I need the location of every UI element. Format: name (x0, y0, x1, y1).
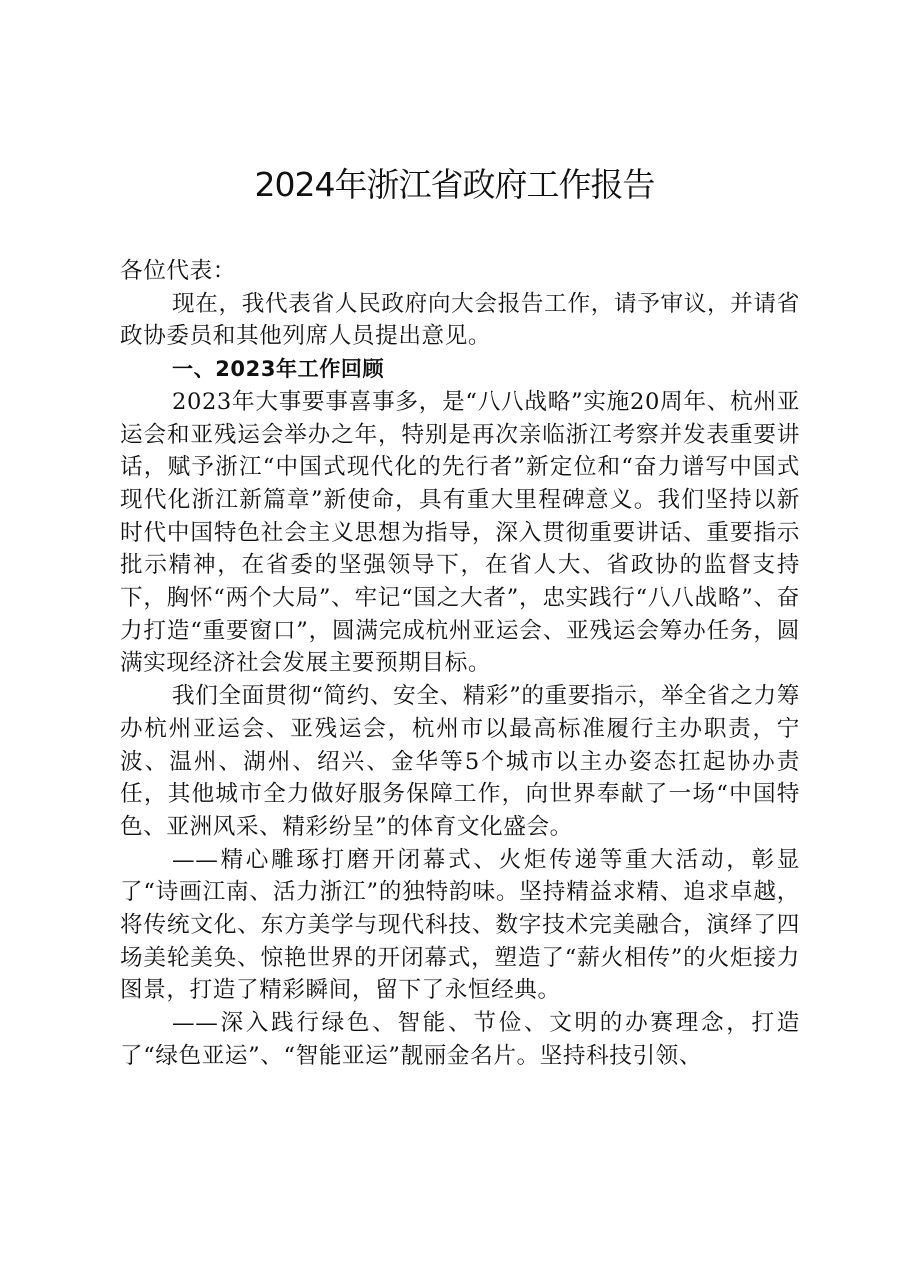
document-body (120, 255, 800, 1073)
section-heading: 一、2023年工作回顾 (172, 357, 385, 382)
body-paragraph: 2023年大事要事喜事多，是“八八战略”实施20周年、杭州亚运会和亚残运会举办之年，特别是再次亲临浙江考察并发表重要讲话，赋予浙江“中国式现代化的先行者”新定位和“奋力谱写中国式现代化浙江新篇章”新使命，具有重大里程碑意义。我们坚持以新时代中国特色社会主义思想为指导，深入贯彻重要讲话、重要指示批示精神，在省委的坚强领导下，在省人大、省政协的监督支持下，胸怀“两个大局”、牢记“国之大者”，忠实践行“八八战略”、奋力打造“重要窗口”，圆满完成杭州亚运会、亚残运会筹办任务，圆满实现经济社会发展主要预期目标。 (120, 388, 800, 677)
body-paragraph: ——精心雕琢打磨开闭幕式、火炬传递等重大活动，彰显了“诗画江南、活力浙江”的独特韵味。坚持精益求精、追求卓越，将传统文化、东方美学与现代科技、数字技术完美融合，演绎了四场美轮美奂、惊艳世界的开闭幕式，塑造了“薪火相传”的火炬接力图景，打造了精彩瞬间，留下了永恒经典。 (120, 846, 800, 1004)
document-title: 2024年浙江省政府工作报告 (254, 165, 655, 204)
body-paragraph: 我们全面贯彻“简约、安全、精彩”的重要指示，举全省之力筹办杭州亚运会、亚残运会，杭州市以最高标准履行主办职责，宁波、温州、湖州、绍兴、金华等5个城市以主办姿态扛起协办责任，其他城市全力做好服务保障工作，向世界奉献了一场“中国特色、亚洲风采、精彩纷呈”的体育文化盛会。 (120, 683, 800, 840)
salutation: 各位代表： (120, 258, 236, 284)
body-paragraph: ——深入践行绿色、智能、节俭、文明的办赛理念，打造了“绿色亚运”、“智能亚运”靓丽金名片。坚持科技引领、 (120, 1010, 800, 1069)
intro-paragraph: 现在，我代表省人民政府向大会报告工作，请予审议，并请省政协委员和其他列席人员提出意见。 (120, 290, 800, 350)
